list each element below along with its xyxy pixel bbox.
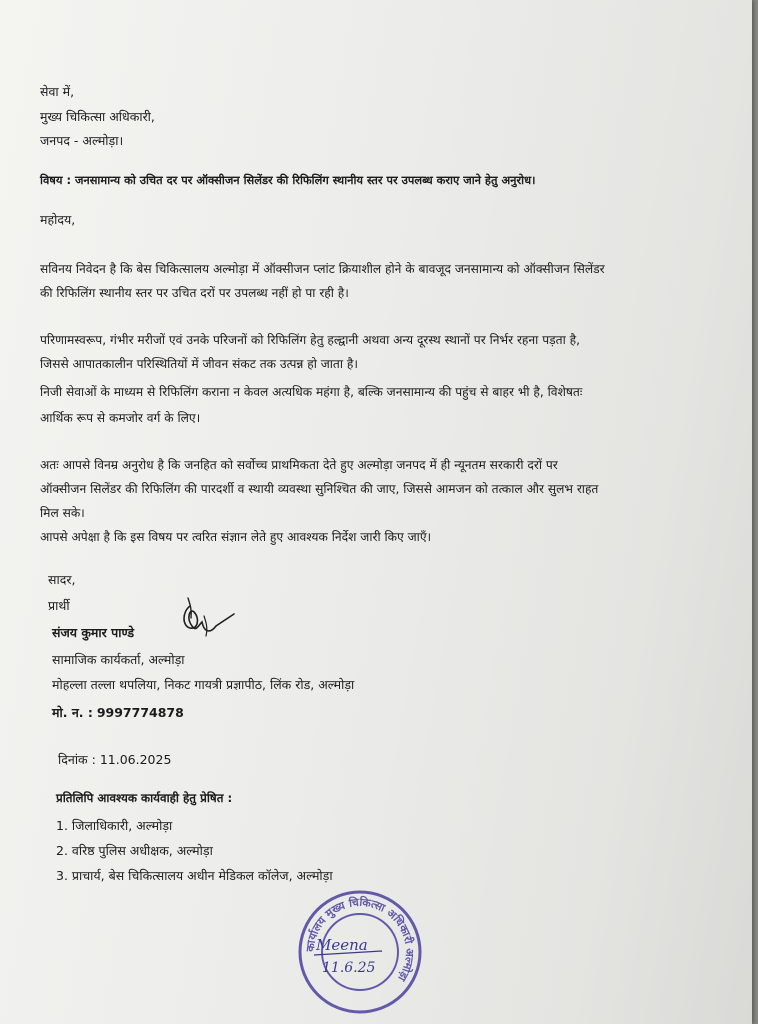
paragraph-2-line-2: जिससे आपातकालीन परिस्थितियों में जीवन संकट तक उत्पन्न हो जाता है। (40, 357, 359, 371)
stamp-handwritten-date: 11.6.25 (322, 960, 376, 976)
date-value: 11.06.2025 (99, 752, 172, 767)
stamp-ring-text: कार्यालय मुख्य चिकित्सा अधिकारी अल्मोड़ा (303, 895, 417, 984)
paragraph-1-line-2: की रिफिलिंग स्थानीय स्तर पर उचित दरों पर उपलब्ध नहीं हो पा रही है। (40, 286, 349, 300)
applicant-address: मोहल्ला तल्ला थपलिया, निकट गायत्री प्रज्ञापीठ, लिंक रोड, अल्मोड़ा (52, 677, 355, 692)
mobile-number: 9997774878 (96, 705, 184, 720)
copy-to-item-2: 2. वरिष्ठ पुलिस अधीक्षक, अल्मोड़ा (56, 843, 213, 858)
paragraph-3-line-1: अतः आपसे विनम्र अनुरोध है कि जनहित को सर्वोच्च प्राथमिकता देते हुए अल्मोड़ा जनपद में ही न्यूनतम सरकारी दरों पर (40, 458, 558, 472)
closing-regards: सादर, (48, 572, 76, 587)
mobile-row (52, 705, 184, 721)
signature-mark (176, 596, 236, 644)
paragraph-2-line-3: निजी सेवाओं के माध्यम से रिफिलिंग कराना न केवल अत्यधिक महंगा है, बल्कि जनसामान्य की पहुंच से बाहर भी है, विशेषतः (40, 385, 583, 399)
copy-to-item-1: 1. जिलाधिकारी, अल्मोड़ा (56, 818, 173, 833)
addressee-district: जनपद - अल्मोड़ा। (40, 133, 124, 148)
date-label: दिनांक : (58, 752, 96, 767)
paragraph-2-line-1: परिणामस्वरूप, गंभीर मरीजों एवं उनके परिजनों को रिफिलिंग हेतु हल्द्वानी अथवा अन्य दूरस्थ स्थानों पर निर्भर रहना पड़ता है, (40, 333, 580, 347)
stamp-handwritten-name: Meena (316, 936, 368, 954)
mobile-label: मो. न. : (52, 705, 93, 720)
copy-to-heading: प्रतिलिपि आवश्यक कार्यवाही हेतु प्रेषित : (56, 791, 233, 805)
paragraph-3-line-2: ऑक्सीजन सिलेंडर की रिफिलिंग की पारदर्शी व स्थायी व्यवस्था सुनिश्चित की जाए, जिससे आमजन को तत्काल और सुलभ राहत (40, 482, 599, 496)
copy-to-item-3: 3. प्राचार्य, बेस चिकित्सालय अधीन मेडिकल कॉलेज, अल्मोड़ा (56, 868, 333, 883)
addressee-salutation: सेवा में, (40, 84, 75, 99)
applicant-name: संजय कुमार पाण्डे (52, 625, 135, 640)
subject-line: विषय : जनसामान्य को उचित दर पर ऑक्सीजन सिलेंडर की रिफिलिंग स्थानीय स्तर पर उपलब्ध कराए जाने हेतु अनुरोध। (40, 173, 536, 187)
paragraph-1-line-1: सविनय निवेदन है कि बेस चिकित्सालय अल्मोड़ा में ऑक्सीजन प्लांट क्रियाशील होने के बावजूद जनसामान्य को ऑक्सीजन सिलेंडर (40, 262, 605, 276)
applicant-designation: सामाजिक कार्यकर्ता, अल्मोड़ा (52, 652, 185, 667)
greeting: महोदय, (40, 212, 76, 227)
paragraph-2-line-4: आर्थिक रूप से कमजोर वर्ग के लिए। (40, 411, 201, 425)
paragraph-3-line-4: आपसे अपेक्षा है कि इस विषय पर त्वरित संज्ञान लेते हुए आवश्यक निर्देश जारी किए जाएँ। (40, 530, 432, 544)
paragraph-3-line-3: मिल सके। (40, 506, 85, 520)
office-stamp (296, 888, 424, 1016)
date-row (58, 752, 171, 768)
addressee-officer: मुख्य चिकित्सा अधिकारी, (40, 109, 155, 124)
applicant-label: प्रार्थी (48, 598, 70, 613)
